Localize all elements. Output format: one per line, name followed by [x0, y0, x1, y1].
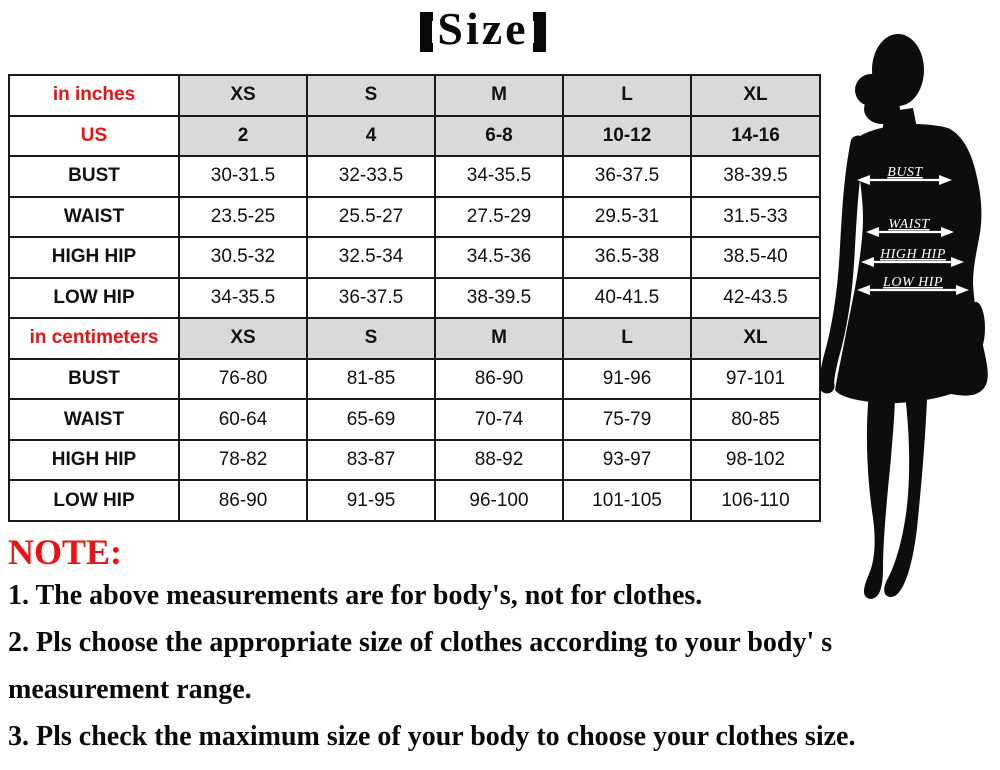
figure-label-highhip: HIGH HIP	[880, 247, 946, 262]
measurement-value-cell: 60-64	[179, 399, 307, 440]
measurement-value-cell: 34-35.5	[435, 156, 563, 197]
measurement-value-cell: 29.5-31	[563, 197, 691, 238]
measurement-label-cell: BUST	[9, 359, 179, 400]
table-row-bust-cm	[9, 359, 820, 400]
size-header-cell: L	[563, 318, 691, 359]
measurement-label-cell: LOW HIP	[9, 278, 179, 319]
inches-header-row	[9, 75, 820, 116]
measurement-value-cell: 25.5-27	[307, 197, 435, 238]
note-item-1: 1. The above measurements are for body's, not for clothes.	[8, 580, 703, 611]
size-header-cell: XL	[691, 318, 820, 359]
table-row-waist-in	[9, 197, 820, 238]
measurement-value-cell: 40-41.5	[563, 278, 691, 319]
table-row-lowhip-in	[9, 278, 820, 319]
measurement-value-cell: 97-101	[691, 359, 820, 400]
note-item-3: 3. Pls check the maximum size of your body to choose your clothes size.	[8, 721, 856, 752]
measurement-label-cell: WAIST	[9, 399, 179, 440]
measurement-value-cell: 34-35.5	[179, 278, 307, 319]
measurement-value-cell: 38-39.5	[691, 156, 820, 197]
measurement-value-cell: 106-110	[691, 480, 820, 521]
size-header-cell: S	[307, 75, 435, 116]
measurement-label-cell: HIGH HIP	[9, 237, 179, 278]
measurement-value-cell: 75-79	[563, 399, 691, 440]
right-lenticular-bracket-icon	[533, 12, 546, 52]
size-header-cell: XL	[691, 75, 820, 116]
us-size-cell: 14-16	[691, 116, 820, 157]
body-measurement-figure	[813, 28, 997, 606]
table-row-highhip-in	[9, 237, 820, 278]
size-table	[8, 74, 821, 522]
measurement-value-cell: 65-69	[307, 399, 435, 440]
measurement-value-cell: 27.5-29	[435, 197, 563, 238]
measurement-value-cell: 81-85	[307, 359, 435, 400]
measurement-value-cell: 34.5-36	[435, 237, 563, 278]
measurement-value-cell: 36-37.5	[307, 278, 435, 319]
measurement-value-cell: 32.5-34	[307, 237, 435, 278]
title-text: Size	[437, 3, 529, 54]
measurement-value-cell: 98-102	[691, 440, 820, 481]
measurement-value-cell: 88-92	[435, 440, 563, 481]
us-size-cell: 6-8	[435, 116, 563, 157]
measurement-value-cell: 36-37.5	[563, 156, 691, 197]
measurement-label-cell: WAIST	[9, 197, 179, 238]
notes-heading: NOTE:	[8, 532, 123, 572]
woman-silhouette-icon	[827, 34, 988, 599]
unit-label-cell: in inches	[9, 75, 179, 116]
measurement-value-cell: 42-43.5	[691, 278, 820, 319]
centimeters-header-row	[9, 318, 820, 359]
measurement-value-cell: 93-97	[563, 440, 691, 481]
measurement-value-cell: 96-100	[435, 480, 563, 521]
figure-label-lowhip: LOW HIP	[883, 275, 943, 290]
measurement-label-cell: LOW HIP	[9, 480, 179, 521]
measurement-value-cell: 78-82	[179, 440, 307, 481]
measurement-value-cell: 80-85	[691, 399, 820, 440]
measurement-label-cell: HIGH HIP	[9, 440, 179, 481]
table-row-waist-cm	[9, 399, 820, 440]
us-size-cell: 4	[307, 116, 435, 157]
table-row-bust-in	[9, 156, 820, 197]
unit-label-cell: US	[9, 116, 179, 157]
figure-label-bust: BUST	[887, 165, 923, 180]
table-row-lowhip-cm	[9, 480, 820, 521]
measurement-value-cell: 36.5-38	[563, 237, 691, 278]
us-size-row	[9, 116, 820, 157]
left-lenticular-bracket-icon	[420, 12, 433, 52]
measurement-value-cell: 91-95	[307, 480, 435, 521]
size-header-cell: M	[435, 75, 563, 116]
measurement-value-cell: 30.5-32	[179, 237, 307, 278]
unit-label-cell: in centimeters	[9, 318, 179, 359]
measurement-value-cell: 38-39.5	[435, 278, 563, 319]
measurement-value-cell: 76-80	[179, 359, 307, 400]
measurement-value-cell: 32-33.5	[307, 156, 435, 197]
measurement-label-cell: BUST	[9, 156, 179, 197]
size-header-cell: L	[563, 75, 691, 116]
size-header-cell: S	[307, 318, 435, 359]
measurement-value-cell: 91-96	[563, 359, 691, 400]
size-header-cell: M	[435, 318, 563, 359]
notes-section	[8, 532, 998, 760]
figure-label-waist: WAIST	[888, 217, 930, 232]
measurement-value-cell: 83-87	[307, 440, 435, 481]
size-header-cell: XS	[179, 318, 307, 359]
measurement-value-cell: 101-105	[563, 480, 691, 521]
measurement-value-cell: 38.5-40	[691, 237, 820, 278]
table-row-highhip-cm	[9, 440, 820, 481]
measurement-value-cell: 23.5-25	[179, 197, 307, 238]
measurement-value-cell: 86-90	[179, 480, 307, 521]
measurement-value-cell: 86-90	[435, 359, 563, 400]
us-size-cell: 2	[179, 116, 307, 157]
measurement-value-cell: 30-31.5	[179, 156, 307, 197]
us-size-cell: 10-12	[563, 116, 691, 157]
measurement-value-cell: 31.5-33	[691, 197, 820, 238]
measurement-value-cell: 70-74	[435, 399, 563, 440]
size-header-cell: XS	[179, 75, 307, 116]
note-item-2: 2. Pls choose the appropriate size of clothes according to your body' s measurement range.	[8, 627, 833, 705]
